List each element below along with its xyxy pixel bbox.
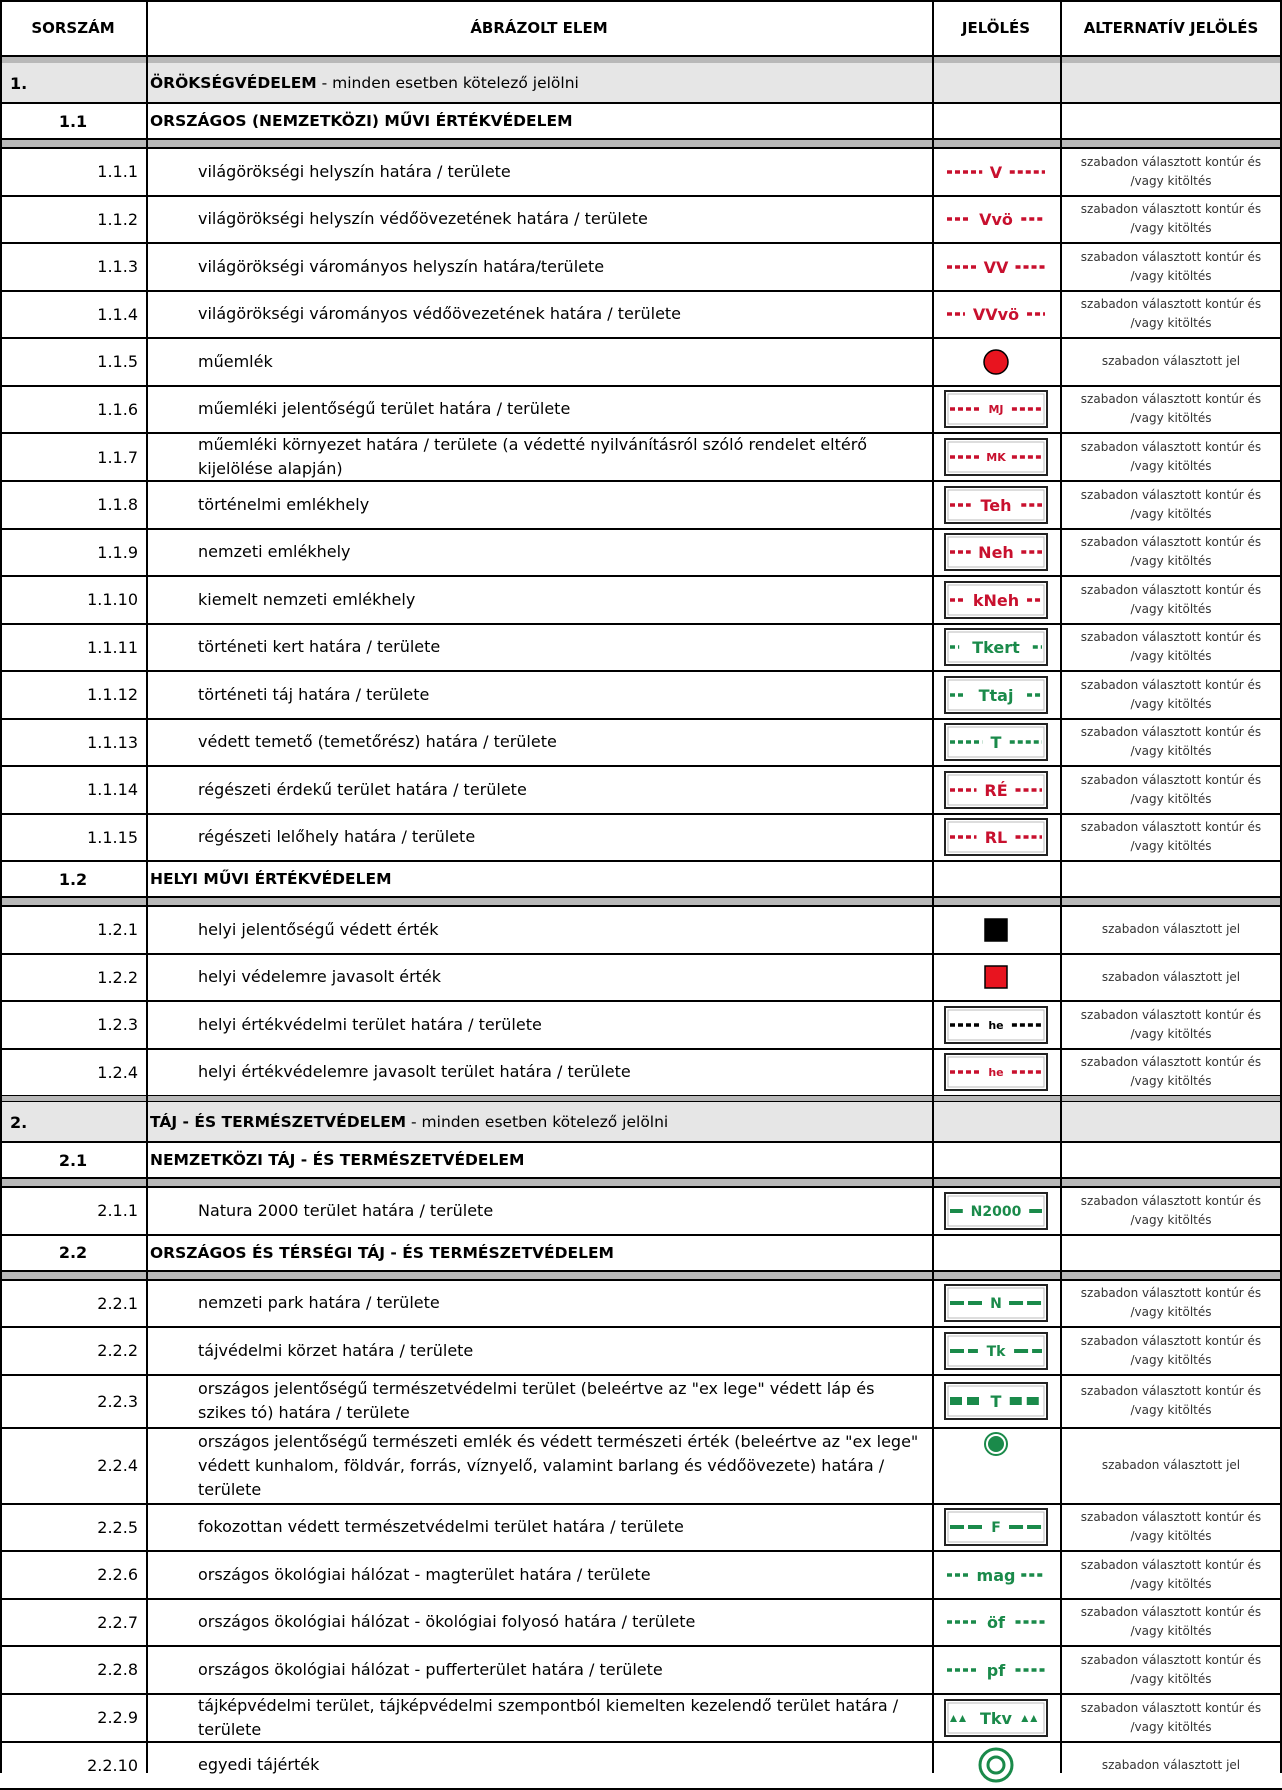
subsection-title: ORSZÁGOS ÉS TÉRSÉGI TÁJ - ÉS TERMÉSZETVÉDELEM bbox=[150, 1243, 614, 1262]
symbol-label: MJ bbox=[988, 403, 1004, 417]
item-number: 2.2.2 bbox=[97, 1341, 138, 1361]
item-symbol bbox=[932, 481, 1060, 529]
item-alternative: szabadon választott kontúr és /vagy kitöltés bbox=[1080, 725, 1262, 759]
symbol-graphic bbox=[932, 1280, 1060, 1326]
item-number: 2.2.1 bbox=[97, 1293, 138, 1313]
item-number: 1.1.15 bbox=[87, 827, 138, 847]
symbol-label: VV bbox=[983, 257, 1009, 277]
item-symbol bbox=[932, 624, 1060, 672]
item-symbol bbox=[932, 1375, 1060, 1428]
symbol-label: he bbox=[988, 1018, 1004, 1032]
item-alternative: szabadon választott kontúr és /vagy kitöltés bbox=[1080, 1652, 1262, 1686]
symbol-label: Vvö bbox=[979, 210, 1013, 230]
header-alternativ-jeloles: ALTERNATÍV JELÖLÉS bbox=[1083, 19, 1259, 37]
symbol-label: Ttaj bbox=[978, 685, 1014, 705]
item-alternative: szabadon választott kontúr és /vagy kitöltés bbox=[1080, 1333, 1262, 1367]
symbol-graphic bbox=[932, 907, 1060, 953]
symbol-graphic bbox=[932, 196, 1060, 242]
item-description: régészeti lelőhely határa / területe bbox=[198, 827, 476, 847]
symbol-label: N2000 bbox=[970, 1203, 1022, 1220]
symbol-label: Tkv bbox=[980, 1708, 1012, 1728]
section-title-main: TÁJ - ÉS TERMÉSZETVÉDELEM bbox=[150, 1113, 407, 1131]
section-number: 1. bbox=[0, 63, 146, 103]
item-description: műemlék bbox=[198, 351, 273, 371]
item-alternative: szabadon választott kontúr és /vagy kitöltés bbox=[1080, 1700, 1262, 1734]
item-number: 1.1.5 bbox=[97, 352, 138, 372]
section-symbol-empty bbox=[932, 63, 1060, 103]
symbol-graphic bbox=[932, 1647, 1060, 1693]
item-symbol bbox=[932, 1049, 1060, 1097]
symbol-graphic bbox=[932, 1428, 1060, 1462]
symbol-graphic bbox=[932, 1328, 1060, 1374]
item-alternative: szabadon választott kontúr és /vagy kitöltés bbox=[1080, 772, 1262, 806]
item-description: helyi értékvédelmi terület határa / területe bbox=[198, 1014, 542, 1034]
item-alternative: szabadon választott kontúr és /vagy kitöltés bbox=[1080, 154, 1262, 188]
symbol-graphic bbox=[932, 814, 1060, 860]
item-symbol bbox=[932, 1694, 1060, 1742]
item-alternative: szabadon választott kontúr és /vagy kitöltés bbox=[1080, 392, 1262, 426]
item-alternative: szabadon választott jel bbox=[1101, 1757, 1241, 1772]
item-symbol bbox=[932, 1504, 1060, 1552]
item-number: 1.1.13 bbox=[87, 732, 138, 752]
subsection-number: 2.2 bbox=[58, 1243, 88, 1262]
item-symbol bbox=[932, 954, 1060, 1002]
item-number: 1.1.7 bbox=[97, 447, 138, 467]
symbol-label: T bbox=[990, 1391, 1002, 1411]
symbol-label: he bbox=[988, 1066, 1004, 1080]
item-alternative: szabadon választott kontúr és /vagy kitöltés bbox=[1080, 677, 1262, 711]
item-symbol bbox=[932, 196, 1060, 244]
item-number: 2.2.9 bbox=[97, 1708, 138, 1727]
item-number: 1.1.14 bbox=[87, 780, 138, 800]
symbol-graphic bbox=[932, 1002, 1060, 1048]
subsection-number: 2.1 bbox=[58, 1150, 88, 1170]
section-title-note: - minden esetben kötelező jelölni bbox=[406, 1113, 669, 1131]
subsection-title: HELYI MŰVI ÉRTÉKVÉDELEM bbox=[150, 870, 392, 888]
item-number: 1.1.10 bbox=[87, 590, 138, 610]
item-alternative: szabadon választott kontúr és /vagy kitöltés bbox=[1080, 487, 1262, 521]
item-number: 1.2.3 bbox=[97, 1015, 138, 1035]
item-symbol bbox=[932, 338, 1060, 386]
item-alternative: szabadon választott kontúr és /vagy kitöltés bbox=[1080, 249, 1262, 283]
item-number: 1.1.9 bbox=[97, 542, 138, 562]
symbol-graphic bbox=[932, 529, 1060, 575]
symbol-graphic bbox=[932, 244, 1060, 290]
item-description: védett temető (temetőrész) határa / területe bbox=[198, 732, 557, 752]
subsection-title: ORSZÁGOS (NEMZETKÖZI) MŰVI ÉRTÉKVÉDELEM bbox=[150, 112, 573, 130]
item-description: helyi védelemre javasolt érték bbox=[198, 967, 442, 987]
item-description: kiemelt nemzeti emlékhely bbox=[198, 589, 416, 609]
column-border bbox=[0, 0, 2, 1773]
item-alternative: szabadon választott kontúr és /vagy kitöltés bbox=[1080, 630, 1262, 664]
item-description: tájvédelmi körzet határa / területe bbox=[198, 1340, 474, 1360]
item-symbol bbox=[932, 529, 1060, 577]
item-number: 1.1.4 bbox=[97, 304, 138, 324]
symbol-label: MK bbox=[986, 450, 1006, 464]
item-number: 2.2.8 bbox=[97, 1660, 138, 1680]
item-description: műemléki környezet határa / területe (a védetté nyilvánításról szóló rendelet eltérő kijelölése alapján) bbox=[198, 435, 868, 478]
item-description: egyedi tájérték bbox=[198, 1755, 320, 1775]
item-symbol bbox=[932, 243, 1060, 291]
symbol-label: öf bbox=[987, 1613, 1005, 1633]
item-symbol bbox=[932, 291, 1060, 339]
header-abrazolt-elem: ÁBRÁZOLT ELEM bbox=[470, 19, 608, 37]
item-description: nemzeti park határa / területe bbox=[198, 1293, 440, 1313]
symbol-graphic bbox=[932, 339, 1060, 385]
item-symbol bbox=[932, 1428, 1060, 1504]
column-border bbox=[1060, 0, 1062, 1773]
item-symbol bbox=[932, 1001, 1060, 1049]
item-alternative: szabadon választott jel bbox=[1101, 969, 1241, 984]
item-alternative: szabadon választott kontúr és /vagy kitöltés bbox=[1080, 1286, 1262, 1320]
item-description: országos jelentőségű természeti emlék és védett természeti érték (beleértve az "ex lege" védett kunhalom, földvár, forrás, víznyelő, valamint barlang és védőövezete) határa / területe bbox=[198, 1431, 919, 1499]
symbol-label: Tkert bbox=[972, 638, 1020, 658]
item-number: 2.2.5 bbox=[97, 1517, 138, 1537]
section-number: 2. bbox=[0, 1102, 146, 1142]
section-alt-empty bbox=[1060, 1102, 1282, 1142]
item-description: országos ökológiai hálózat - pufferterület határa / területe bbox=[198, 1659, 663, 1679]
symbol-label: F bbox=[991, 1520, 1001, 1537]
square-icon bbox=[985, 919, 1007, 941]
table-top-border bbox=[0, 0, 1282, 2]
column-border bbox=[932, 0, 934, 1773]
item-symbol bbox=[932, 1646, 1060, 1694]
item-symbol bbox=[932, 386, 1060, 434]
symbol-label: RL bbox=[984, 828, 1008, 848]
item-symbol bbox=[932, 906, 1060, 954]
symbol-graphic bbox=[932, 719, 1060, 765]
item-symbol bbox=[932, 1599, 1060, 1647]
header-jeloles: JELÖLÉS bbox=[961, 19, 1031, 37]
item-description: történelmi emlékhely bbox=[198, 494, 370, 514]
symbol-graphic bbox=[932, 1188, 1060, 1234]
item-alternative: szabadon választott kontúr és /vagy kitöltés bbox=[1080, 820, 1262, 854]
symbol-graphic bbox=[932, 672, 1060, 718]
item-symbol bbox=[932, 1280, 1060, 1328]
item-number: 1.1.12 bbox=[87, 685, 138, 705]
item-number: 1.1.11 bbox=[87, 637, 138, 657]
item-symbol bbox=[932, 1187, 1060, 1235]
section-title bbox=[146, 1102, 932, 1142]
item-alternative: szabadon választott jel bbox=[1101, 1458, 1241, 1472]
symbol-graphic bbox=[932, 767, 1060, 813]
symbol-graphic bbox=[932, 1504, 1060, 1550]
symbol-graphic bbox=[932, 1049, 1060, 1095]
item-number: 1.2.4 bbox=[97, 1062, 138, 1082]
item-symbol bbox=[932, 148, 1060, 196]
item-alternative: szabadon választott kontúr és /vagy kitöltés bbox=[1080, 1007, 1262, 1041]
column-border bbox=[146, 0, 148, 1773]
item-number: 1.1.1 bbox=[97, 162, 138, 182]
item-alternative: szabadon választott kontúr és /vagy kitöltés bbox=[1080, 1055, 1262, 1089]
item-number: 2.2.4 bbox=[97, 1456, 138, 1475]
item-symbol bbox=[932, 671, 1060, 719]
symbol-graphic bbox=[932, 434, 1060, 480]
symbol-graphic bbox=[932, 1599, 1060, 1645]
item-symbol bbox=[932, 1327, 1060, 1375]
item-description: nemzeti emlékhely bbox=[198, 542, 351, 562]
symbol-label: T bbox=[990, 733, 1002, 753]
item-alternative: szabadon választott kontúr és /vagy kitöltés bbox=[1080, 1193, 1262, 1227]
header-sorszam: SORSZÁM bbox=[31, 19, 115, 37]
symbol-graphic bbox=[932, 1552, 1060, 1598]
item-symbol bbox=[932, 576, 1060, 624]
item-alternative: szabadon választott kontúr és /vagy kitöltés bbox=[1080, 582, 1262, 616]
item-description: világörökségi helyszín határa / területe bbox=[198, 161, 511, 181]
item-number: 1.2.2 bbox=[97, 967, 138, 987]
subsection-number: 1.2 bbox=[58, 869, 88, 889]
item-alternative: szabadon választott kontúr és /vagy kitöltés bbox=[1080, 1384, 1262, 1417]
ring-inner-icon bbox=[988, 1757, 1004, 1773]
symbol-label: N bbox=[990, 1296, 1002, 1313]
item-alternative: szabadon választott kontúr és /vagy kitöltés bbox=[1080, 1510, 1262, 1544]
section-title bbox=[146, 63, 932, 103]
item-description: világörökségi várományos helyszín határa/területe bbox=[198, 256, 605, 276]
section-alt-empty bbox=[1060, 63, 1282, 103]
symbol-label: mag bbox=[976, 1565, 1016, 1585]
symbol-label: Neh bbox=[978, 543, 1014, 563]
symbol-graphic bbox=[932, 624, 1060, 670]
item-number: 2.1.1 bbox=[97, 1201, 138, 1221]
symbol-label: pf bbox=[986, 1660, 1006, 1680]
symbol-label: RÉ bbox=[984, 780, 1008, 800]
item-alternative: szabadon választott kontúr és /vagy kitöltés bbox=[1080, 440, 1262, 473]
item-description: országos ökológiai hálózat - magterület határa / területe bbox=[198, 1564, 651, 1584]
item-number: 2.2.10 bbox=[87, 1755, 138, 1775]
item-description: világörökségi helyszín védőövezetének határa / területe bbox=[198, 209, 648, 229]
item-number: 1.1.3 bbox=[97, 257, 138, 277]
item-alternative: szabadon választott kontúr és /vagy kitöltés bbox=[1080, 1557, 1262, 1591]
item-symbol bbox=[932, 1551, 1060, 1599]
subsection-title: NEMZETKÖZI TÁJ - ÉS TERMÉSZETVÉDELEM bbox=[150, 1151, 525, 1169]
item-alternative: szabadon választott jel bbox=[1101, 354, 1241, 369]
symbol-graphic bbox=[932, 291, 1060, 337]
item-description: tájképvédelmi terület, tájképvédelmi szempontból kiemelten kezelendő terület határa / területe bbox=[198, 1695, 899, 1739]
item-number: 2.2.6 bbox=[97, 1565, 138, 1585]
item-description: országos jelentőségű természetvédelmi terület (beleértve az "ex lege" védett láp és szikes tó) határa / területe bbox=[198, 1379, 875, 1422]
symbol-graphic bbox=[932, 1378, 1060, 1424]
item-alternative: szabadon választott jel bbox=[1101, 922, 1241, 937]
item-symbol bbox=[932, 433, 1060, 481]
item-number: 2.2.3 bbox=[97, 1391, 138, 1411]
item-alternative: szabadon választott kontúr és /vagy kitöltés bbox=[1080, 1605, 1262, 1639]
item-number: 1.1.8 bbox=[97, 495, 138, 515]
item-number: 2.2.7 bbox=[97, 1612, 138, 1632]
item-description: műemléki jelentőségű terület határa / területe bbox=[198, 399, 571, 419]
item-symbol bbox=[932, 766, 1060, 814]
green-circle-fill-icon bbox=[988, 1436, 1004, 1452]
item-symbol bbox=[932, 719, 1060, 767]
symbol-graphic bbox=[932, 577, 1060, 623]
item-description: történeti kert határa / területe bbox=[198, 637, 441, 657]
section-title-note: - minden esetben kötelező jelölni bbox=[316, 74, 579, 92]
symbol-label: kNeh bbox=[972, 590, 1020, 610]
symbol-label: Tk bbox=[986, 1343, 1006, 1360]
item-number: 1.1.2 bbox=[97, 209, 138, 229]
item-description: világörökségi várományos védőövezetének határa / területe bbox=[198, 304, 682, 324]
symbol-graphic bbox=[932, 954, 1060, 1000]
item-number: 1.1.6 bbox=[97, 399, 138, 419]
item-description: országos ökológiai hálózat - ökológiai folyosó határa / területe bbox=[198, 1612, 696, 1632]
symbol-graphic bbox=[932, 482, 1060, 528]
item-description: Natura 2000 terület határa / területe bbox=[198, 1200, 494, 1220]
item-symbol bbox=[932, 1742, 1060, 1790]
symbol-graphic bbox=[932, 386, 1060, 432]
square-icon bbox=[985, 966, 1007, 988]
symbol-label: Teh bbox=[980, 495, 1012, 515]
item-alternative: szabadon választott kontúr és /vagy kitöltés bbox=[1080, 535, 1262, 569]
section-symbol-empty bbox=[932, 1102, 1060, 1142]
symbol-label: V bbox=[989, 162, 1003, 182]
subsection-number: 1.1 bbox=[58, 111, 88, 131]
symbol-graphic bbox=[932, 149, 1060, 195]
red-circle-icon bbox=[984, 350, 1008, 374]
item-description: történeti táj határa / területe bbox=[198, 684, 430, 704]
item-alternative: szabadon választott kontúr és /vagy kitöltés bbox=[1080, 202, 1262, 236]
ring-outer-icon bbox=[980, 1749, 1012, 1781]
symbol-graphic bbox=[932, 1742, 1060, 1788]
item-symbol bbox=[932, 814, 1060, 862]
item-description: helyi jelentőségű védett érték bbox=[198, 919, 439, 939]
item-description: helyi értékvédelemre javasolt terület határa / területe bbox=[198, 1062, 631, 1082]
symbol-graphic bbox=[932, 1695, 1060, 1741]
item-description: fokozottan védett természetvédelmi terület határa / területe bbox=[198, 1517, 684, 1537]
section-title-main: ÖRÖKSÉGVÉDELEM bbox=[150, 74, 317, 92]
item-number: 1.2.1 bbox=[97, 920, 138, 940]
item-description: régészeti érdekű terület határa / területe bbox=[198, 779, 527, 799]
item-alternative: szabadon választott kontúr és /vagy kitöltés bbox=[1080, 297, 1262, 331]
symbol-label: VVvö bbox=[972, 305, 1020, 325]
